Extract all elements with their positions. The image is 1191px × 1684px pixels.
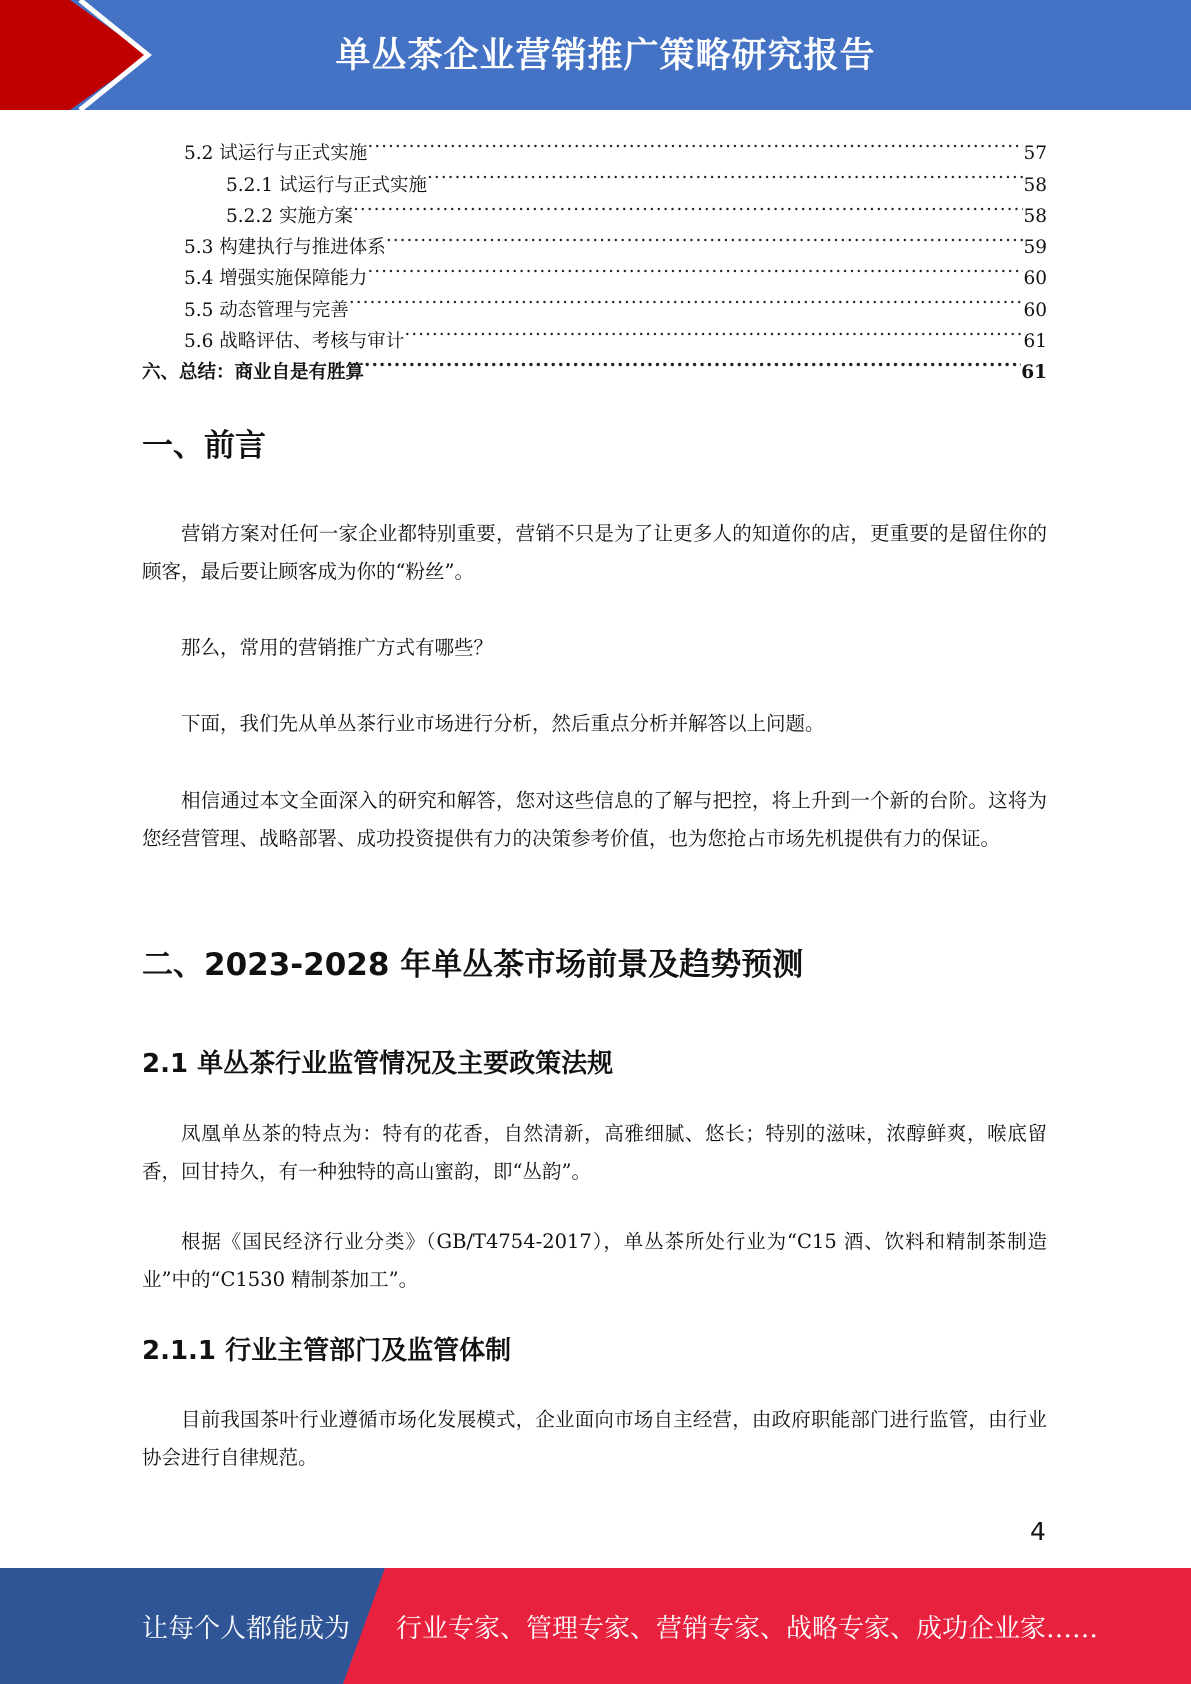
toc-dot-leader [386,222,1024,253]
toc-entry-label: 5.5 动态管理与完善 [184,299,349,321]
paragraph-5: 凤凰单丛茶的特点为：特有的花香，自然清新，高雅细腻、悠长；特别的滋味，浓醇鲜爽，喉底留香，回甘持久，有一种独特的高山蜜韵，即“丛韵”。 [142,1122,1047,1183]
toc-entry-label: 5.2.2 实施方案 [226,205,353,227]
footer-slogan-right: 行业专家、管理专家、营销专家、战略专家、成功企业家…… [396,1614,1099,1644]
toc-dot-leader [349,284,1024,315]
section-1-heading: 一、前言 [142,428,266,464]
header-title: 单丛茶企业营销推广策略研究报告 [335,36,876,76]
paragraph-2: 那么，常用的营销推广方式有哪些？ [181,636,494,659]
toc-entry-page: 58 [1023,205,1047,227]
toc-dot-leader [364,347,1021,378]
paragraph-6: 根据《国民经济行业分类》（GB/T4754-2017），单丛茶所处行业为“C15 酒、饮料和精制茶制造业”中的“C1530 精制茶加工”。 [142,1230,1047,1291]
footer-slogan-left: 让每个人都能成为 [142,1614,351,1644]
toc-entry-page: 60 [1023,268,1047,290]
toc-entry-label: 5.2 试运行与正式实施 [184,143,368,165]
paragraph-3: 下面，我们先从单丛茶行业市场进行分析，然后重点分析并解答以上问题。 [181,712,825,735]
page-number: 4 [1030,1517,1046,1546]
toc-entry-label: 六、总结：商业自是有胜算 [142,362,365,384]
toc-entry-page: 61 [1023,331,1047,353]
toc-entry[interactable] [142,128,1047,165]
toc-entry-page: 60 [1023,299,1047,321]
toc-entry-label: 5.6 战略评估、考核与审计 [184,331,405,353]
section-2-1-1-heading: 2.1.1 行业主管部门及监管体制 [142,1336,512,1366]
paragraph-1: 营销方案对任何一家企业都特别重要，营销不只是为了让更多人的知道你的店，更重要的是留住你的顾客，最后要让顾客成为你的“粉丝”。 [142,522,1047,583]
toc-entry-page: 61 [1021,362,1047,384]
paragraph-4: 相信通过本文全面深入的研究和解答，您对这些信息的了解与把控，将上升到一个新的台阶。这将为您经营管理、战略部署、成功投资提供有力的决策参考价值，也为您抢占市场先机提供有力的保证。 [142,789,1047,850]
section-2-1-heading: 2.1 单丛茶行业监管情况及主要政策法规 [142,1049,614,1079]
section-2-heading: 二、2023-2028 年单丛茶市场前景及趋势预测 [142,947,804,983]
toc-entry-page: 59 [1023,237,1047,259]
toc-dot-leader [427,159,1023,190]
toc-dot-leader [367,253,1023,284]
toc-dot-leader [353,191,1024,222]
table-of-contents [142,128,1047,384]
toc-entry-label: 5.2.1 试运行与正式实施 [226,174,427,196]
paragraph-7: 目前我国茶叶行业遵循市场化发展模式，企业面向市场自主经营，由政府职能部门进行监管，由行业协会进行自律规范。 [142,1408,1047,1469]
toc-dot-leader [367,128,1023,159]
toc-dot-leader [404,316,1023,347]
toc-entry-page: 58 [1023,174,1047,196]
toc-entry-label: 5.4 增强实施保障能力 [184,268,368,290]
toc-entry-page: 57 [1023,143,1047,165]
page-header [0,0,1191,110]
page-footer [0,1568,1191,1684]
toc-entry-label: 5.3 构建执行与推进体系 [184,237,386,259]
